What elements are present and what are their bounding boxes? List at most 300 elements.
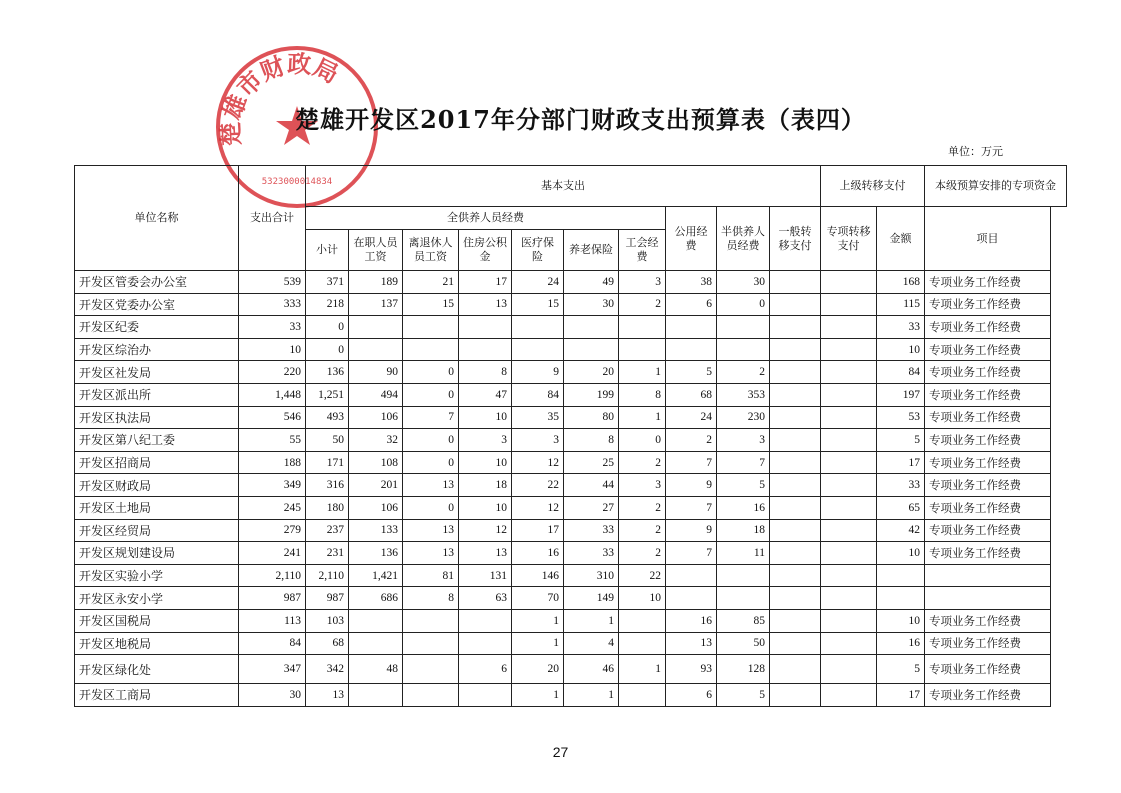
cell-item: 专项业务工作经费 (925, 293, 1051, 316)
cell-total: 55 (239, 429, 306, 452)
cell-item: 专项业务工作经费 (925, 338, 1051, 361)
cell-medical: 12 (512, 496, 564, 519)
cell-retiree: 0 (403, 429, 459, 452)
cell-retiree: 0 (403, 451, 459, 474)
cell-item: 专项业务工作经费 (925, 496, 1051, 519)
table-row (75, 496, 1067, 519)
cell-union: 3 (619, 271, 666, 294)
cell-item: 专项业务工作经费 (925, 684, 1051, 707)
cell-item: 专项业务工作经费 (925, 451, 1051, 474)
table-row (75, 271, 1067, 294)
cell-subtotal: 0 (306, 316, 349, 339)
cell-public: 7 (666, 451, 717, 474)
cell-pension: 44 (564, 474, 619, 497)
cell-public: 2 (666, 429, 717, 452)
cell-subtotal: 987 (306, 587, 349, 610)
cell-retiree: 8 (403, 587, 459, 610)
cell-retiree: 13 (403, 519, 459, 542)
cell-retiree: 13 (403, 542, 459, 565)
cell-union: 10 (619, 587, 666, 610)
cell-housing (459, 338, 512, 361)
cell-salary (349, 316, 403, 339)
cell-name: 开发区土地局 (75, 496, 239, 519)
cell-subtotal: 68 (306, 632, 349, 655)
cell-total: 349 (239, 474, 306, 497)
cell-name: 开发区工商局 (75, 684, 239, 707)
cell-medical: 1 (512, 684, 564, 707)
cell-medical: 1 (512, 632, 564, 655)
cell-name: 开发区党委办公室 (75, 293, 239, 316)
cell-pension (564, 316, 619, 339)
cell-salary: 136 (349, 542, 403, 565)
cell-union: 0 (619, 429, 666, 452)
cell-salary: 1,421 (349, 564, 403, 587)
unit-label: 单位：万元 (948, 145, 1003, 158)
cell-name: 开发区规划建设局 (75, 542, 239, 565)
cell-item: 专项业务工作经费 (925, 542, 1051, 565)
cell-subtotal: 231 (306, 542, 349, 565)
cell-union (619, 316, 666, 339)
cell-retiree: 0 (403, 383, 459, 406)
cell-item: 专项业务工作经费 (925, 429, 1051, 452)
cell-subtotal: 237 (306, 519, 349, 542)
header-item: 项目 (925, 207, 1051, 271)
cell-gen (770, 293, 821, 316)
header-amount: 金额 (877, 207, 925, 271)
cell-union: 22 (619, 564, 666, 587)
cell-spec (821, 684, 877, 707)
cell-total: 245 (239, 496, 306, 519)
cell-item: 专项业务工作经费 (925, 383, 1051, 406)
cell-retiree: 15 (403, 293, 459, 316)
cell-name: 开发区经贸局 (75, 519, 239, 542)
cell-medical: 24 (512, 271, 564, 294)
cell-public: 7 (666, 542, 717, 565)
cell-total: 333 (239, 293, 306, 316)
cell-public: 7 (666, 496, 717, 519)
cell-subtotal: 493 (306, 406, 349, 429)
cell-subtotal: 180 (306, 496, 349, 519)
cell-total: 539 (239, 271, 306, 294)
cell-amount: 42 (877, 519, 925, 542)
cell-medical (512, 338, 564, 361)
cell-amount: 16 (877, 632, 925, 655)
header-union: 工会经费 (619, 230, 666, 271)
cell-retiree (403, 684, 459, 707)
cell-housing: 6 (459, 655, 512, 684)
cell-gen (770, 338, 821, 361)
cell-public: 93 (666, 655, 717, 684)
cell-total: 1,448 (239, 383, 306, 406)
page-title: 楚雄开发区2017年分部门财政支出预算表（表四） (295, 105, 866, 134)
cell-pension: 46 (564, 655, 619, 684)
cell-medical: 22 (512, 474, 564, 497)
cell-medical: 9 (512, 361, 564, 384)
cell-union: 1 (619, 361, 666, 384)
cell-medical: 1 (512, 609, 564, 632)
cell-amount: 10 (877, 542, 925, 565)
table-row (75, 542, 1067, 565)
budget-table (74, 165, 1067, 707)
cell-half: 18 (717, 519, 770, 542)
cell-subtotal: 50 (306, 429, 349, 452)
header-unit-name: 单位名称 (75, 166, 239, 271)
cell-public: 38 (666, 271, 717, 294)
cell-total: 279 (239, 519, 306, 542)
cell-salary: 686 (349, 587, 403, 610)
cell-total: 33 (239, 316, 306, 339)
cell-name: 开发区国税局 (75, 609, 239, 632)
cell-public (666, 338, 717, 361)
cell-salary (349, 684, 403, 707)
cell-pension: 1 (564, 684, 619, 707)
cell-amount: 5 (877, 655, 925, 684)
cell-retiree (403, 316, 459, 339)
cell-housing: 17 (459, 271, 512, 294)
cell-housing (459, 316, 512, 339)
cell-name: 开发区管委会办公室 (75, 271, 239, 294)
table-row (75, 293, 1067, 316)
cell-half: 50 (717, 632, 770, 655)
cell-medical: 15 (512, 293, 564, 316)
header-general-transfer: 一般转移支付 (770, 207, 821, 271)
cell-retiree: 21 (403, 271, 459, 294)
cell-pension: 1 (564, 609, 619, 632)
cell-housing: 8 (459, 361, 512, 384)
cell-item: 专项业务工作经费 (925, 474, 1051, 497)
cell-amount (877, 564, 925, 587)
cell-spec (821, 383, 877, 406)
cell-medical: 70 (512, 587, 564, 610)
cell-housing: 10 (459, 451, 512, 474)
cell-spec (821, 361, 877, 384)
cell-name: 开发区执法局 (75, 406, 239, 429)
cell-public: 6 (666, 684, 717, 707)
cell-public: 16 (666, 609, 717, 632)
table-row (75, 632, 1067, 655)
cell-amount: 33 (877, 474, 925, 497)
seal-text: 楚雄市财政局 (216, 50, 343, 147)
cell-total: 188 (239, 451, 306, 474)
cell-housing: 3 (459, 429, 512, 452)
cell-retiree (403, 655, 459, 684)
cell-amount: 115 (877, 293, 925, 316)
cell-amount: 33 (877, 316, 925, 339)
cell-spec (821, 451, 877, 474)
header-housing: 住房公积金 (459, 230, 512, 271)
cell-gen (770, 316, 821, 339)
cell-union: 2 (619, 293, 666, 316)
cell-spec (821, 316, 877, 339)
cell-name: 开发区派出所 (75, 383, 239, 406)
cell-amount: 10 (877, 338, 925, 361)
cell-pension: 33 (564, 542, 619, 565)
cell-item (925, 564, 1051, 587)
cell-union (619, 609, 666, 632)
cell-gen (770, 564, 821, 587)
cell-half: 30 (717, 271, 770, 294)
cell-item: 专项业务工作经费 (925, 655, 1051, 684)
header-public: 公用经费 (666, 207, 717, 271)
cell-gen (770, 542, 821, 565)
cell-gen (770, 609, 821, 632)
cell-amount: 168 (877, 271, 925, 294)
cell-gen (770, 496, 821, 519)
cell-medical: 3 (512, 429, 564, 452)
cell-half: 11 (717, 542, 770, 565)
header-transfer: 上级转移支付 (821, 166, 925, 207)
cell-half: 3 (717, 429, 770, 452)
cell-housing: 47 (459, 383, 512, 406)
cell-salary: 189 (349, 271, 403, 294)
cell-spec (821, 496, 877, 519)
cell-item: 专项业务工作经费 (925, 361, 1051, 384)
cell-gen (770, 587, 821, 610)
cell-housing (459, 632, 512, 655)
cell-salary: 32 (349, 429, 403, 452)
cell-gen (770, 451, 821, 474)
cell-union: 2 (619, 519, 666, 542)
cell-item: 专项业务工作经费 (925, 632, 1051, 655)
cell-subtotal: 171 (306, 451, 349, 474)
cell-public: 24 (666, 406, 717, 429)
cell-medical (512, 316, 564, 339)
table-row (75, 361, 1067, 384)
cell-amount: 65 (877, 496, 925, 519)
cell-union: 8 (619, 383, 666, 406)
cell-total: 546 (239, 406, 306, 429)
cell-retiree: 0 (403, 361, 459, 384)
table-row (75, 564, 1067, 587)
cell-public (666, 564, 717, 587)
cell-retiree: 7 (403, 406, 459, 429)
cell-subtotal: 0 (306, 338, 349, 361)
cell-total: 241 (239, 542, 306, 565)
cell-name: 开发区实验小学 (75, 564, 239, 587)
table-row (75, 316, 1067, 339)
cell-subtotal: 136 (306, 361, 349, 384)
cell-half: 128 (717, 655, 770, 684)
cell-half: 230 (717, 406, 770, 429)
header-medical: 医疗保险 (512, 230, 564, 271)
header-basic: 基本支出 (306, 166, 821, 207)
cell-retiree: 81 (403, 564, 459, 587)
cell-gen (770, 429, 821, 452)
cell-spec (821, 564, 877, 587)
cell-total: 347 (239, 655, 306, 684)
cell-name: 开发区纪委 (75, 316, 239, 339)
cell-half: 2 (717, 361, 770, 384)
cell-pension: 27 (564, 496, 619, 519)
cell-pension: 33 (564, 519, 619, 542)
cell-salary (349, 632, 403, 655)
cell-item: 专项业务工作经费 (925, 609, 1051, 632)
cell-subtotal: 103 (306, 609, 349, 632)
cell-pension: 80 (564, 406, 619, 429)
cell-amount: 5 (877, 429, 925, 452)
cell-item: 专项业务工作经费 (925, 271, 1051, 294)
cell-housing: 12 (459, 519, 512, 542)
cell-pension: 310 (564, 564, 619, 587)
header-pension: 养老保险 (564, 230, 619, 271)
cell-subtotal: 1,251 (306, 383, 349, 406)
table-row (75, 338, 1067, 361)
cell-salary (349, 609, 403, 632)
cell-gen (770, 684, 821, 707)
cell-spec (821, 632, 877, 655)
cell-name: 开发区绿化处 (75, 655, 239, 684)
cell-union: 2 (619, 496, 666, 519)
cell-retiree (403, 609, 459, 632)
cell-housing: 18 (459, 474, 512, 497)
cell-housing: 63 (459, 587, 512, 610)
cell-half: 0 (717, 293, 770, 316)
cell-total: 113 (239, 609, 306, 632)
cell-spec (821, 655, 877, 684)
cell-union (619, 338, 666, 361)
cell-item (925, 587, 1051, 610)
cell-union: 1 (619, 655, 666, 684)
cell-spec (821, 519, 877, 542)
table-row (75, 451, 1067, 474)
header-subtotal: 小计 (306, 230, 349, 271)
cell-name: 开发区招商局 (75, 451, 239, 474)
cell-name: 开发区综治办 (75, 338, 239, 361)
cell-public (666, 316, 717, 339)
cell-spec (821, 542, 877, 565)
cell-total: 84 (239, 632, 306, 655)
table-row (75, 609, 1067, 632)
table-row (75, 519, 1067, 542)
header-special-transfer: 专项转移支付 (821, 207, 877, 271)
header-special: 本级预算安排的专项资金 (925, 166, 1067, 207)
cell-gen (770, 383, 821, 406)
cell-pension: 25 (564, 451, 619, 474)
cell-housing: 13 (459, 542, 512, 565)
cell-amount: 17 (877, 684, 925, 707)
cell-gen (770, 519, 821, 542)
cell-pension: 8 (564, 429, 619, 452)
header-full-staff: 全供养人员经费 (306, 207, 666, 230)
cell-retiree: 0 (403, 496, 459, 519)
cell-total: 10 (239, 338, 306, 361)
cell-amount: 17 (877, 451, 925, 474)
cell-salary: 494 (349, 383, 403, 406)
cell-spec (821, 338, 877, 361)
cell-public: 9 (666, 519, 717, 542)
cell-medical: 20 (512, 655, 564, 684)
header-retiree: 离退休人员工资 (403, 230, 459, 271)
cell-spec (821, 474, 877, 497)
cell-medical: 16 (512, 542, 564, 565)
cell-housing: 10 (459, 406, 512, 429)
header-salary: 在职人员工资 (349, 230, 403, 271)
cell-housing: 131 (459, 564, 512, 587)
cell-salary: 133 (349, 519, 403, 542)
table-row (75, 474, 1067, 497)
cell-pension: 20 (564, 361, 619, 384)
cell-medical: 12 (512, 451, 564, 474)
cell-public: 68 (666, 383, 717, 406)
cell-name: 开发区第八纪工委 (75, 429, 239, 452)
cell-public (666, 587, 717, 610)
cell-gen (770, 271, 821, 294)
cell-amount: 53 (877, 406, 925, 429)
cell-half: 16 (717, 496, 770, 519)
cell-medical: 35 (512, 406, 564, 429)
cell-subtotal: 316 (306, 474, 349, 497)
cell-gen (770, 632, 821, 655)
table-row (75, 655, 1067, 684)
cell-housing: 13 (459, 293, 512, 316)
cell-salary: 106 (349, 406, 403, 429)
cell-public: 13 (666, 632, 717, 655)
cell-public: 9 (666, 474, 717, 497)
cell-spec (821, 293, 877, 316)
cell-union: 2 (619, 542, 666, 565)
cell-salary: 90 (349, 361, 403, 384)
cell-salary: 108 (349, 451, 403, 474)
cell-amount: 84 (877, 361, 925, 384)
cell-total: 2,110 (239, 564, 306, 587)
cell-union: 3 (619, 474, 666, 497)
cell-union: 1 (619, 406, 666, 429)
cell-retiree (403, 338, 459, 361)
cell-half (717, 564, 770, 587)
cell-item: 专项业务工作经费 (925, 519, 1051, 542)
cell-name: 开发区财政局 (75, 474, 239, 497)
header-half-staff: 半供养人员经费 (717, 207, 770, 271)
cell-total: 987 (239, 587, 306, 610)
cell-subtotal: 13 (306, 684, 349, 707)
cell-gen (770, 655, 821, 684)
cell-item: 专项业务工作经费 (925, 316, 1051, 339)
cell-total: 220 (239, 361, 306, 384)
cell-subtotal: 371 (306, 271, 349, 294)
cell-amount: 10 (877, 609, 925, 632)
cell-subtotal: 2,110 (306, 564, 349, 587)
cell-pension: 4 (564, 632, 619, 655)
cell-salary: 137 (349, 293, 403, 316)
cell-half (717, 587, 770, 610)
cell-half: 5 (717, 684, 770, 707)
cell-salary (349, 338, 403, 361)
cell-housing (459, 684, 512, 707)
cell-union (619, 684, 666, 707)
seal-code: 5323000014834 (261, 177, 333, 187)
cell-half: 85 (717, 609, 770, 632)
cell-medical: 84 (512, 383, 564, 406)
cell-medical: 17 (512, 519, 564, 542)
cell-subtotal: 218 (306, 293, 349, 316)
cell-item: 专项业务工作经费 (925, 406, 1051, 429)
cell-housing: 10 (459, 496, 512, 519)
cell-half: 5 (717, 474, 770, 497)
cell-gen (770, 474, 821, 497)
cell-name: 开发区社发局 (75, 361, 239, 384)
cell-name: 开发区永安小学 (75, 587, 239, 610)
cell-union (619, 632, 666, 655)
cell-union: 2 (619, 451, 666, 474)
cell-pension: 149 (564, 587, 619, 610)
cell-total: 30 (239, 684, 306, 707)
cell-spec (821, 406, 877, 429)
cell-housing (459, 609, 512, 632)
cell-retiree: 13 (403, 474, 459, 497)
table-row (75, 587, 1067, 610)
cell-spec (821, 429, 877, 452)
table-row (75, 406, 1067, 429)
